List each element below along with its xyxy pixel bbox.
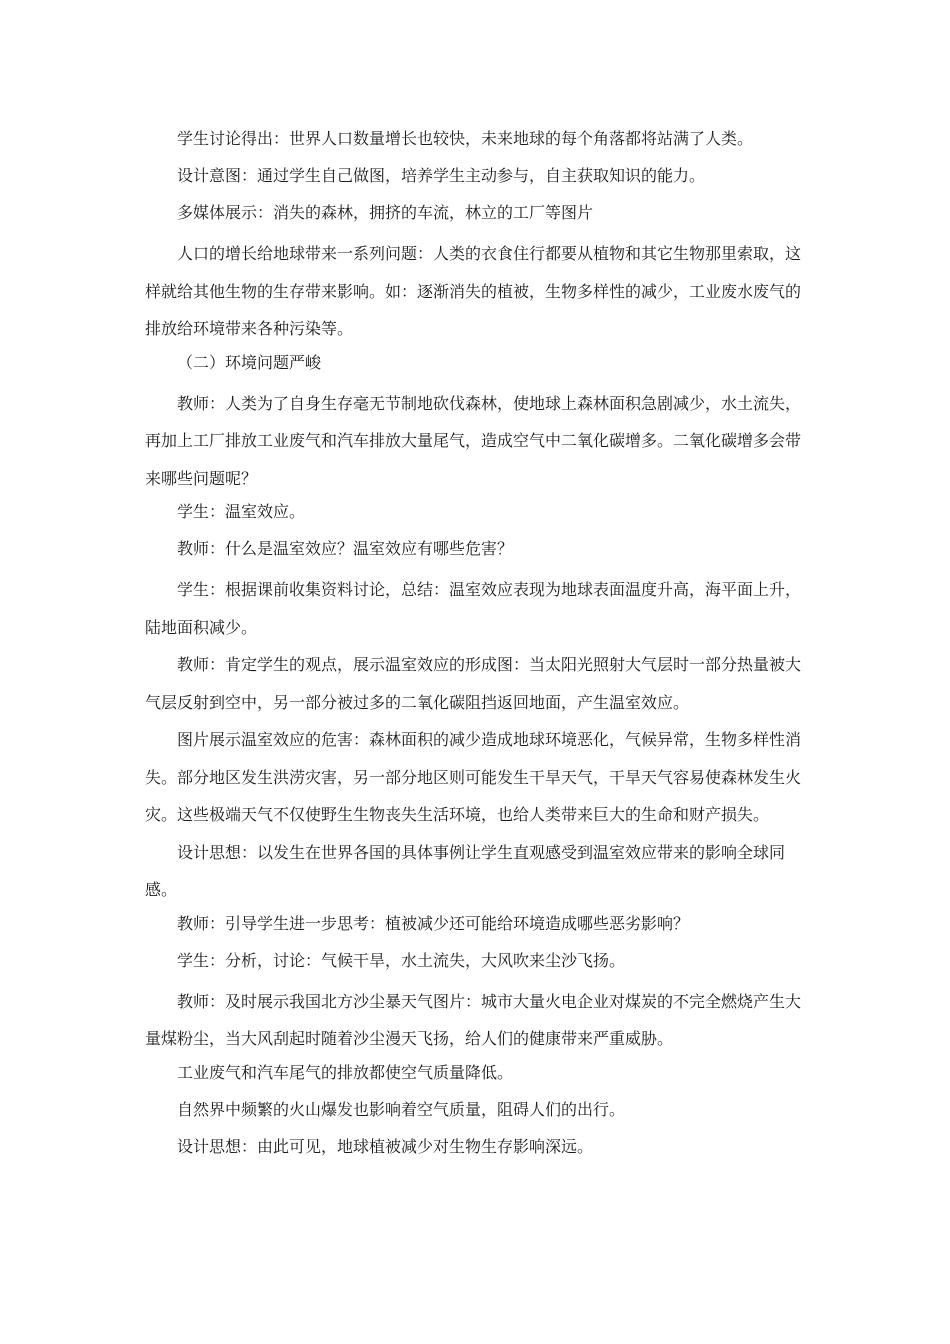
paragraph: 图片展示温室效应的危害：森林面积的减少造成地球环境恶化，气候异常，生物多样性消失。部分地区发生洪涝灾害，另一部分地区则可能发生干旱天气，干旱天气容易使森林发生火灾。这些极端天气不仅使野生生物丧失生活环境，也给人类带来巨大的生命和财产损失。 — [145, 730, 802, 824]
paragraph: 人口的增长给地球带来一系列问题：人类的衣食住行都要从植物和其它生物那里索取，这样就给其他生物的生存带来影响。如：逐渐消失的植被，生物多样性的减少，工业废水废气的排放给环境带来各种污染等。 — [145, 244, 802, 338]
paragraph: 教师：引导学生进一步思考：植被减少还可能给环境造成哪些恶劣影响？ — [177, 913, 690, 933]
paragraph: 教师：及时展示我国北方沙尘暴天气图片：城市大量火电企业对煤炭的不完全燃烧产生大量煤粉尘，当大风刮起时随着沙尘漫天飞扬，给人们的健康带来严重威胁。 — [145, 991, 802, 1048]
paragraph: 设计思想：以发生在世界各国的具体事例让学生直观感受到温室效应带来的影响全球同感。 — [145, 842, 786, 899]
paragraph: 多媒体展示：消失的森林，拥挤的车流，林立的工厂等图片 — [177, 203, 594, 222]
paragraph: 学生：温室效应。 — [177, 502, 306, 521]
paragraph: 设计意图：通过学生自己做图，培养学生主动参与，自主获取知识的能力。 — [177, 166, 706, 185]
paragraph: 教师：肯定学生的观点，展示温室效应的形成图：当太阳光照射大气层时一部分热量被大气层反射到空中，另一部分被过多的二氧化碳阻挡返回地面，产生温室效应。 — [145, 655, 802, 712]
section-heading: （二）环境问题严峻 — [177, 352, 322, 372]
paragraph: 自然界中频繁的火山爆发也影响着空气质量，阻碍人们的出行。 — [177, 1099, 626, 1119]
paragraph: 学生：根据课前收集资料讨论，总结：温室效应表现为地球表面温度升高，海平面上升，陆地面积减少。 — [145, 580, 802, 637]
document-body — [145, 124, 810, 1169]
paragraph: 工业废气和汽车尾气的排放都使空气质量降低。 — [177, 1062, 514, 1082]
paragraph: 教师：人类为了自身生存毫无节制地砍伐森林，使地球上森林面积急剧减少，水土流失，再加上工厂排放工业废气和汽车排放大量尾气，造成空气中二氧化碳增多。二氧化碳增多会带来哪些问题呢？ — [145, 393, 802, 488]
paragraph: 教师：什么是温室效应？温室效应有哪些危害？ — [177, 539, 514, 558]
paragraph: 学生：分析，讨论：气候干旱，水土流失，大风吹来尘沙飞扬。 — [177, 950, 626, 970]
paragraph: 学生讨论得出：世界人口数量增长也较快，未来地球的每个角落都将站满了人类。 — [177, 129, 754, 148]
paragraph: 设计思想：由此可见，地球植被减少对生物生存影响深远。 — [177, 1136, 594, 1156]
